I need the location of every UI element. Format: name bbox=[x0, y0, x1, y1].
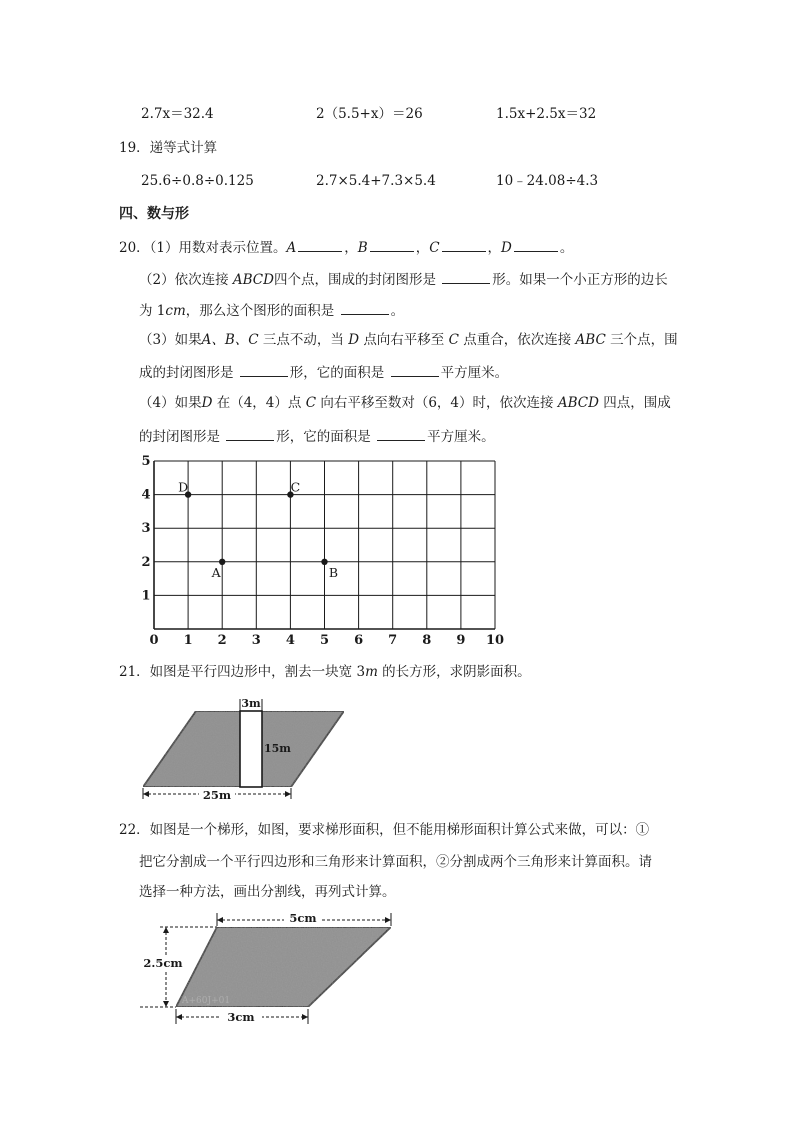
arrow-h-bottom bbox=[163, 1001, 169, 1007]
sep: ， bbox=[487, 240, 502, 256]
text: D bbox=[201, 395, 213, 411]
point-label-c: C bbox=[290, 479, 301, 495]
sep: ， bbox=[415, 240, 430, 256]
q22-line1: 22．如图是一个梯形，如图，要求梯形面积，但不能用梯形面积计算公式来做，可以：① bbox=[119, 822, 650, 838]
y-tick-label: 1 bbox=[141, 588, 151, 604]
q19-expr-1: 25.6÷0.8÷0.125 bbox=[141, 173, 254, 189]
arrow-bottom-left bbox=[176, 1014, 182, 1020]
x-tick-label: 3 bbox=[251, 633, 261, 648]
label-25m: 25m bbox=[202, 788, 232, 802]
text: ABCD bbox=[232, 272, 274, 288]
label-d: D bbox=[501, 240, 512, 256]
text: 。 bbox=[390, 303, 405, 319]
label-a: A bbox=[286, 240, 297, 256]
x-tick-label: 10 bbox=[485, 633, 505, 648]
label-2-5cm: 2.5cm bbox=[143, 956, 183, 970]
text: 平方厘米。 bbox=[440, 365, 509, 381]
end: 。 bbox=[559, 240, 574, 256]
q22-line3: 选择一种方法，画出分割线，再列式计算。 bbox=[139, 884, 396, 900]
x-tick-label: 0 bbox=[149, 633, 159, 648]
text: 点重合，依次连接 bbox=[463, 332, 572, 348]
text: 三个点，围 bbox=[610, 332, 678, 348]
text: 成的封闭图形是 bbox=[139, 365, 238, 381]
q22-line2: 把它分割成一个平行四边形和三角形来计算面积，②分割成两个三角形来计算面积。请 bbox=[139, 854, 652, 870]
text: 形，它的面积是 bbox=[289, 365, 389, 381]
text: ABC bbox=[575, 332, 606, 348]
shaded-trapezoid bbox=[176, 927, 391, 1007]
x-tick-label: 8 bbox=[422, 633, 432, 648]
section-title: 四、数与形 bbox=[119, 206, 189, 222]
label-15m: 15m bbox=[264, 742, 291, 755]
y-tick-label: 3 bbox=[141, 521, 151, 537]
q19-expr-3: 10﹣24.08÷4.3 bbox=[496, 173, 599, 189]
text: ，那么这个图形的面积是 bbox=[185, 303, 339, 319]
x-tick-label: 4 bbox=[285, 633, 295, 648]
text: 点向右平移至 bbox=[363, 332, 445, 348]
x-tick-label: 6 bbox=[354, 633, 364, 648]
y-tick-label: 4 bbox=[141, 487, 151, 503]
text: 21．如图是平行四边形中，割去一块宽 3 bbox=[119, 664, 366, 680]
text: C bbox=[448, 332, 459, 348]
text: ABCD bbox=[557, 395, 599, 411]
arrow-top-right bbox=[385, 917, 391, 923]
arrow-h-top bbox=[163, 927, 169, 933]
equation-1: 2.7x＝32.4 bbox=[141, 106, 214, 122]
point-label-b: B bbox=[328, 564, 339, 580]
text: 四点，围成 bbox=[603, 395, 671, 411]
q20-p1-prefix: 20．（1）用数对表示位置。 bbox=[119, 240, 287, 256]
arrow-top-left bbox=[217, 917, 223, 923]
text: D bbox=[348, 332, 360, 348]
text: cm bbox=[165, 303, 186, 319]
q19-title: 19．递等式计算 bbox=[119, 140, 218, 156]
label-5cm: 5cm bbox=[289, 911, 317, 925]
text: 四个点，围成的封闭图形是 bbox=[273, 272, 441, 288]
text: 形。如果一个小正方形的边长 bbox=[492, 272, 668, 288]
x-tick-label: 2 bbox=[217, 633, 227, 648]
x-tick-label: 7 bbox=[388, 633, 398, 648]
q19-expr-2: 2.7×5.4+7.3×5.4 bbox=[316, 173, 436, 189]
x-tick-label: 9 bbox=[456, 633, 466, 648]
text: （3）如果 bbox=[139, 332, 202, 348]
point-label-d: D bbox=[178, 479, 189, 495]
text: （2）依次连接 bbox=[139, 272, 229, 288]
sep: ， bbox=[344, 240, 358, 256]
equation-3: 1.5x+2.5x＝32 bbox=[496, 106, 597, 122]
text: 形，它的面积是 bbox=[276, 429, 376, 445]
label-c: C bbox=[429, 240, 440, 256]
equation-2: 2（5.5+x）＝26 bbox=[316, 106, 423, 122]
point-label-a: A bbox=[211, 564, 221, 580]
text: A、B、C bbox=[201, 332, 259, 348]
text: 平方厘米。 bbox=[427, 429, 495, 445]
x-tick-label: 1 bbox=[183, 633, 193, 648]
label-b: B bbox=[357, 240, 368, 256]
arrow-bottom-right bbox=[302, 1014, 308, 1020]
text: m bbox=[365, 664, 378, 680]
text: 的长方形，求阴影面积。 bbox=[377, 664, 531, 680]
text: （4）如果 bbox=[139, 395, 202, 411]
faint-figure-text: A+60J+01 bbox=[182, 996, 231, 1006]
label-3cm: 3cm bbox=[227, 1010, 255, 1024]
x-tick-label: 5 bbox=[319, 633, 330, 648]
y-tick-label: 5 bbox=[141, 454, 151, 469]
text: 为 1 bbox=[139, 303, 166, 319]
label-3m: 3m bbox=[241, 697, 261, 710]
text: 三点不动，当 bbox=[262, 332, 344, 348]
text: 向右平移至数对（6，4）时，依次连接 bbox=[320, 395, 554, 411]
text: 在（4，4）点 bbox=[216, 395, 302, 411]
text: C bbox=[305, 395, 317, 411]
y-tick-label: 2 bbox=[141, 554, 151, 570]
text: 的封闭图形是 bbox=[139, 429, 225, 445]
